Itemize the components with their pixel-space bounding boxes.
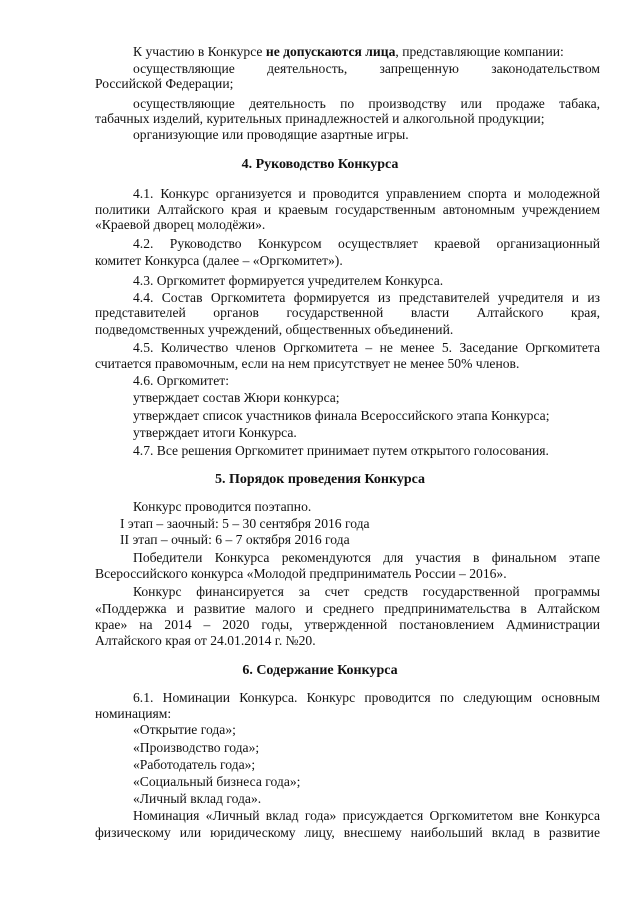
s6-line-6: «Социальный бизнеса года»; [133,774,301,789]
intro-line-2: осуществляющие деятельность, запрещенную законодательством [133,61,600,76]
s6-line-8: Номинация «Личный вклад года» присуждается Оргкомитетом вне Конкурса [133,808,600,823]
s6-line-9: физическому или юридическому лицу, внесшему наибольший вклад в развитие [95,825,600,840]
intro-line-1 [133,44,600,60]
s5-line-8: крае» на 2014 – 2020 годы, утвержденной постановлением Администрации [95,617,600,632]
s6-line-3: «Открытие года»; [133,722,236,737]
s6-line-5: «Работодатель года»; [133,757,256,772]
s4-line-8: представителей органов государственной власти Алтайского края, [95,305,600,320]
s4-line-14: утверждает список участников финала Всероссийского этапа Конкурса; [133,408,550,423]
intro-line-4: осуществляющие деятельность по производству или продаже табака, [133,96,600,111]
s4-line-4: 4.2. Руководство Конкурсом осуществляет краевой организационный [133,236,600,251]
intro-text-end: , представляющие компании: [395,44,564,59]
intro-line-6: организующие или проводящие азартные игры. [133,127,409,142]
s4-line-5: комитет Конкурса (далее – «Оргкомитет»). [95,253,343,268]
s6-line-2: номинациям: [95,706,172,721]
s4-line-15: утверждает итоги Конкурса. [133,425,297,440]
s5-line-4: Победители Конкурса рекомендуются для участия в финальном этапе [133,550,600,565]
intro-line-5: табачных изделий, курительных принадлежностей и алкогольной продукции; [95,111,545,126]
s4-line-3: «Краевой дворец молодёжи». [95,217,266,232]
s4-line-1: 4.1. Конкурс организуется и проводится управлением спорта и молодежной [133,186,600,201]
s5-line-2: I этап – заочный: 5 – 30 сентября 2016 года [120,516,370,531]
s5-line-5: Всероссийского конкурса «Молодой предприниматель России – 2016». [95,566,507,581]
s5-line-7: «Поддержка и развитие малого и среднего предпринимательства в Алтайском [95,601,600,616]
s4-line-12: 4.6. Оргкомитет: [133,373,229,388]
s4-line-9: подведомственных учреждений, общественных объединений. [95,322,454,337]
intro-line-3: Российской Федерации; [95,76,234,91]
s4-line-11: считается правомочным, если на нем присутствует не менее 50% членов. [95,356,520,371]
section-4-heading: 4. Руководство Конкурса [241,157,399,172]
intro-text: К участию в Конкурсе [133,44,266,59]
intro-emphasis: не допускаются лица [265,44,396,59]
s6-line-7: «Личный вклад года». [133,791,262,806]
section-5-heading: 5. Порядок проведения Конкурса [214,472,426,487]
s4-line-16: 4.7. Все решения Оргкомитет принимает путем открытого голосования. [133,443,549,458]
s4-line-10: 4.5. Количество членов Оргкомитета – не менее 5. Заседание Оргкомитета [133,340,600,355]
section-6-heading: 6. Содержание Конкурса [242,663,398,678]
s5-line-9: Алтайского края от 24.01.2014 г. №20. [95,633,316,648]
s4-line-13: утверждает состав Жюри конкурса; [133,390,340,405]
s6-line-1: 6.1. Номинации Конкурса. Конкурс проводится по следующим основным [133,690,600,705]
s4-line-6: 4.3. Оргкомитет формируется учредителем Конкурса. [133,273,444,288]
s5-line-1: Конкурс проводится поэтапно. [133,499,312,514]
s4-line-2: политики Алтайского края и краевым государственным автономным учреждением [95,202,600,217]
s4-line-7: 4.4. Состав Оргкомитета формируется из представителей учредителя и из [133,290,600,305]
s5-line-6: Конкурс финансируется за счет средств государственной программы [133,584,600,599]
s6-line-4: «Производство года»; [133,740,260,755]
s5-line-3: II этап – очный: 6 – 7 октября 2016 года [120,532,350,547]
